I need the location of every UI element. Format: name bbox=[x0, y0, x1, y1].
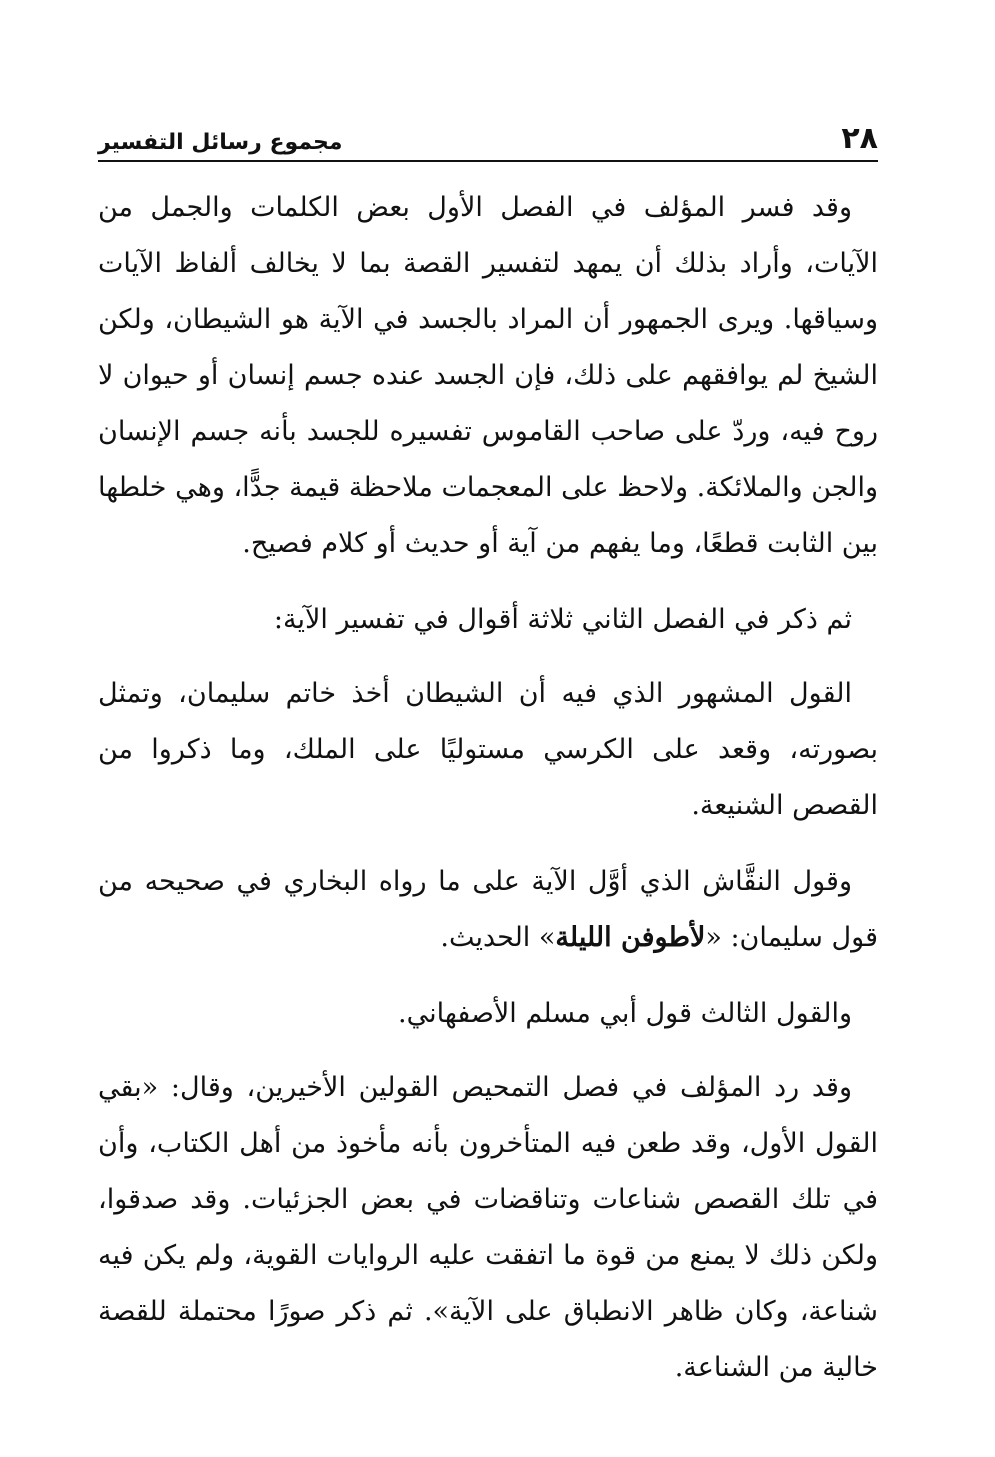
page-header bbox=[98, 118, 878, 162]
running-title: مجموع رسائل التفسير bbox=[98, 130, 343, 155]
paragraph-4 bbox=[98, 854, 878, 966]
hadith-quote: لأطوفن الليلة bbox=[555, 922, 706, 953]
paragraph-6: وقد رد المؤلف في فصل التمحيص القولين الأخيرين، وقال: «بقي القول الأول، وقد طعن فيه المتأخرون بأنه مأخوذ من أهل الكتاب، وأن في تلك القصص شناعات وتناقضات في بعض الجزئيات. وقد صدقوا، ولكن ذلك لا يمنع من قوة ما اتفقت عليه الروايات القوية، ولم يكن فيه شناعة، وكان ظاهر الانطباق على الآية». ثم ذكر صورًا محتملة للقصة خالية من الشناعة. bbox=[98, 1072, 878, 1383]
paragraph-1: وقد فسر المؤلف في الفصل الأول بعض الكلمات والجمل من الآيات، وأراد بذلك أن يمهد لتفسير القصة بما لا يخالف ألفاظ الآيات وسياقها. ويرى الجمهور أن المراد بالجسد في الآية هو الشيطان، ولكن الشيخ لم يوافقهم على ذلك، فإن الجسد عنده جسم إنسان أو حيوان لا روح فيه، وردّ على صاحب القاموس تفسيره للجسد بأنه جسم الإنسان والجن والملائكة. ولاحظ على المعجمات ملاحظة قيمة جدًّا، وهي خلطها بين الثابت قطعًا، وما يفهم من آية أو حديث أو كلام فصيح. bbox=[98, 192, 878, 559]
paragraph-4-after: » الحديث. bbox=[440, 922, 556, 953]
paragraph-2: ثم ذكر في الفصل الثاني ثلاثة أقوال في تفسير الآية: bbox=[273, 604, 852, 635]
body-text bbox=[98, 180, 878, 1416]
paragraph-3: القول المشهور الذي فيه أن الشيطان أخذ خاتم سليمان، وتمثل بصورته، وقعد على الكرسي مستوليًا على الملك، وما ذكروا من القصص الشنيعة. bbox=[98, 678, 878, 821]
paragraph-4-before: وقول النقَّاش الذي أوَّل الآية على ما رواه البخاري في صحيحه من قول سليمان: « bbox=[98, 866, 878, 953]
page-number: ٢٨ bbox=[841, 121, 878, 156]
paragraph-5: والقول الثالث قول أبي مسلم الأصفهاني. bbox=[398, 998, 852, 1029]
